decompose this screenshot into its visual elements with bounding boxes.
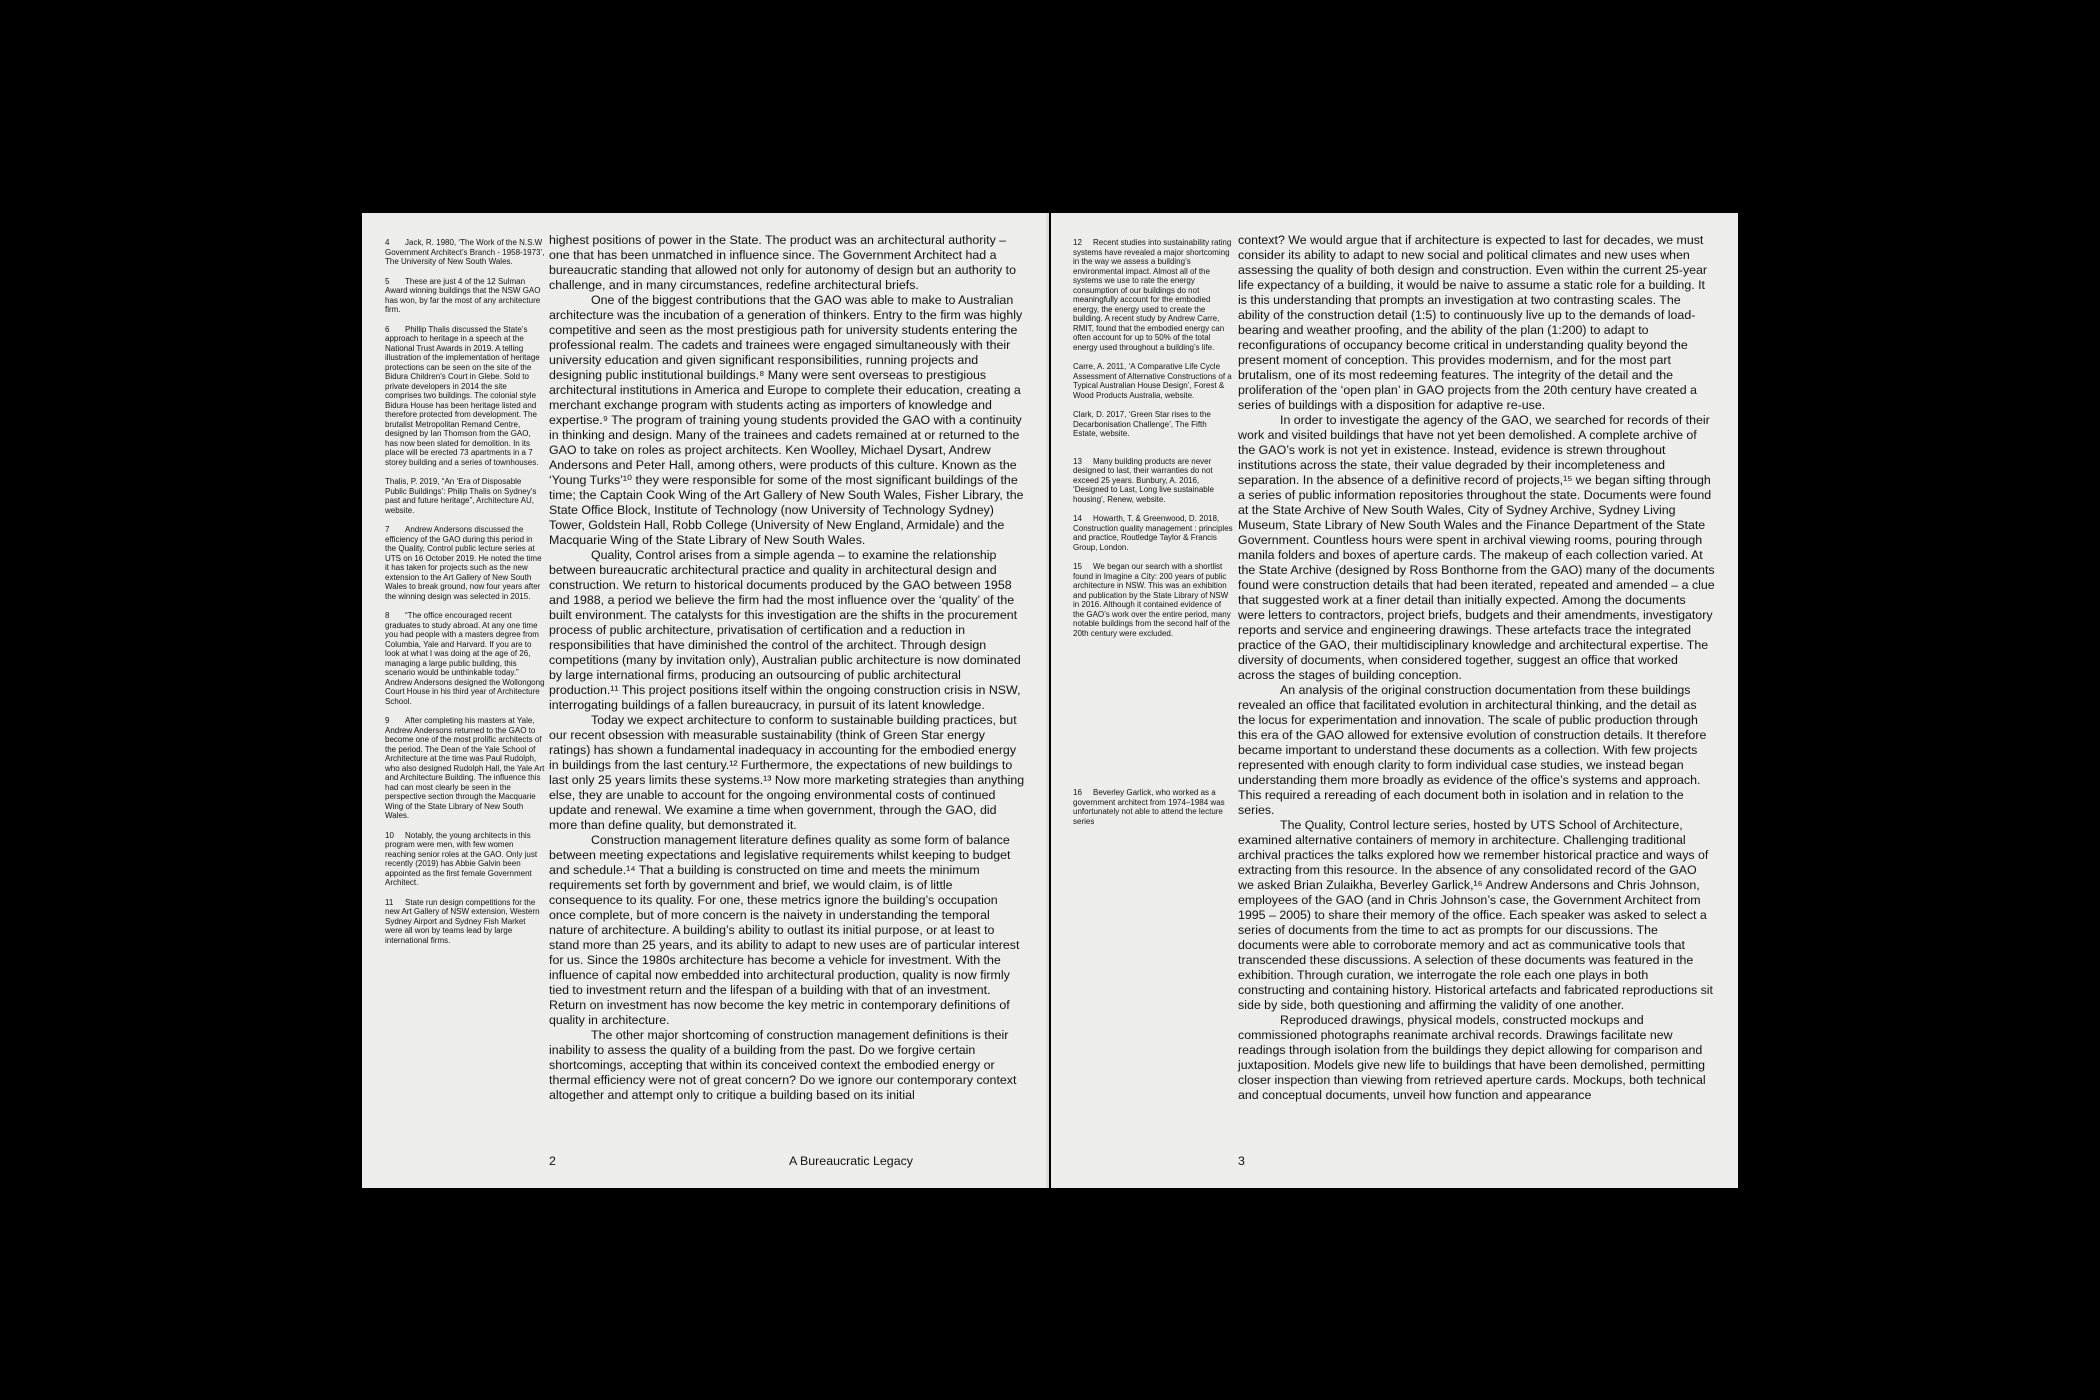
footnote-12: 12 Recent studies into sustainability rating systems have revealed a major shortcoming in the way we assess a building’s environmental impact. Almost all of the systems we use to rate the energy consumption of our buildings do not meaningfully account for the embodied energy, the energy used to create the building. A recent study by Andrew Carre, RMIT, found that the embodied energy can often account for up to 50% of the total energy used throughout a building’s life. [1073,238,1232,352]
left-body-text [549,233,1026,1103]
body-paragraph: Today we expect architecture to conform to sustainable building practices, but our recent obsession with measurable sustainability (think of Green Star energy ratings) has shown a fundamental inadequacy in accounting for the embodied energy in buildings from the last century.¹² Furthermore, the expectations of new buildings to last only 25 years limits these systems.¹³ Now more marketing strategies than anything else, they are unable to account for the ongoing environmental costs of continued update and renewal. We examine a time when government, through the GAO, did more than define quality, but demonstrated it. [549,713,1025,832]
running-title: A Bureaucratic Legacy [789,1154,913,1168]
body-paragraph: An analysis of the original construction documentation from these buildings revealed an office that facilitated evolution in architectural thinking, and the detail as the locus for experimentation and innovation. The scale of public production through this era of the GAO allowed for extensive evolution of construction details. It therefore became important to understand these documents as a collection. With few projects represented with enough clarity to form individual case studies, we instead began understanding them more broadly as evidence of the office’s systems and approach. This required a rereading of each document both in isolation and in relation to the series. [1238,683,1707,817]
body-paragraph: In order to investigate the agency of the GAO, we searched for records of their work and visited buildings that have not yet been demolished. A complete archive of the GAO’s work is not yet in existence. Instead, evidence is strewn throughout institutions across the state, their value degraded by their incompleteness and separation. In the absence of a definitive record of projects,¹⁵ we began sifting through a series of public information repositories throughout the state. Documents were found at the State Archive of New South Wales, City of Sydney Archive, Sydney Living Museum, State Library of New South Wales and the Finance Department of the State Government. Countless hours were spent in archival viewing rooms, pouring through manila folders and boxes of aperture cards. The makeup of each collection varied. At the State Archive (designed by Ross Bonthorne from the GAO) many of the documents found were construction details that had been iterated, repeated and amended – a clue that suggested work at a finer detail than initially expected. Among the documents were letters to contractors, project briefs, budgets and their amendments, investigatory reports and service and engineering drawings. These artefacts trace the integrated practice of the GAO, their multidisciplinary knowledge and architectural expertise. The diversity of documents, when considered together, suggest an office that worked across the stages of building conception. [1238,413,1715,682]
body-paragraph: highest positions of power in the State. The product was an architectural authority – one that has been unmatched in influence since. The Government Architect had a bureaucratic standing that allowed not only for autonomy of design but an authority to challenge, and in many circumstances, redefine architectural briefs. [549,233,1017,292]
page-number: 3 [1238,1154,1245,1168]
left-footnotes [385,238,545,955]
footnote-5: 5 These are just 4 of the 12 Sulman Award winning buildings that the NSW GAO has won, by far the most of any architecture firm. [385,276,541,314]
footnote-8: 8 “The office encouraged recent graduates to study abroad. At any one time you had people with a masters degree from Columbia, Yale and Harvard. If you are to look at what I was doing at the age of 26, managing a large public building, this scenario would be unthinkable today.” Andrew Andersons designed the Wollongong Court House in his third year of Architecture School. [385,611,545,706]
body-paragraph: context? We would argue that if architecture is expected to last for decades, we must consider its ability to adapt to new social and political climates and new uses when assessing the quality of both design and construction. Even within the current 25-year life expectancy of a building, it would be naive to assume a static role for a building. It is this understanding that prompts an investigation at two contrasting scales. The ability of the construction detail (1:5) to continuously live up to the demands of load-bearing and weather proofing, and the ability of the plan (1:200) to adapt to reconfigurations of occupancy become critical in understanding quality beyond the present moment of conception. This provides modernism, and for the most part brutalism, one of its most redeeming features. The integrity of the detail and the proliferation of the ‘open plan’ in GAO projects from the 20th century have created a series of buildings with a disposition for adaptive re-use. [1238,233,1708,412]
footnote-7: 7 Andrew Andersons discussed the efficiency of the GAO during this period in the Quality, Control public lecture series at UTS on 16 October 2019. He noted the time it has taken for projects such as the new extension to the Art Gallery of New South Wales to break ground, now four years after the winning design was selected in 2015. [385,525,542,601]
footnote-9: 9 After completing his masters at Yale, Andrew Andersons returned to the GAO to become one of the most prolific architects of the period. The Dean of the Yale School of Architecture at the time was Paul Rudolph, who also designed Rudolph Hall, the Yale Art and Architecture Building. The influence this had can most clearly be seen in the perspective section through the Macquarie Wing of the State Library of New South Wales. [385,716,545,820]
body-paragraph: The Quality, Control lecture series, hosted by UTS School of Architecture, examined alternative containers of memory in architecture. Challenging traditional archival practices the talks explored how we remember historical practice and ways of extracting from this resource. In the absence of any consolidated record of the GAO we asked Brian Zulaikha, Beverley Garlick,¹⁶ Andrew Andersons and Chris Johnson, employees of the GAO (and in Chris Johnson’s case, the Government Architect from 1995 – 2005) to share their memory of the office. Each speaker was asked to select a series of documents from the time to act as prompts for our discussions. The documents were able to corroborate memory and act as communicative tools that transcended these discussions. A selection of these documents was featured in the exhibition. Through curation, we interrogate the role each one plays in both constructing and containing history. Historical artefacts and fabricated reproductions sit side by side, both questioning and affirming the validity of one another. [1238,818,1713,1012]
right-body-text [1238,233,1715,1103]
body-paragraph: Reproduced drawings, physical models, constructed mockups and commissioned photographs reanimate archival records. Drawings facilitate new readings through isolation from the buildings they depict allowing for comparison and juxtaposition. Models give new life to buildings that have been demolished, permitting closer inspection than viewing from retrieved aperture cards. Mockups, both technical and conceptual documents, unveil how function and appearance [1238,1013,1706,1102]
footnote-16: 16 Beverley Garlick, who worked as a government architect from 1974–1984 was unfortunately not able to attend the lecture series [1073,788,1225,826]
footnote-12-reference: Clark, D. 2017, ‘Green Star rises to the Decarbonisation Challenge’, The Fifth Estate, website. [1073,410,1211,438]
footnote-6: 6 Phillip Thalis discussed the State’s approach to heritage in a speech at the National Trust Awards in 2019. A telling illustration of the implementation of heritage protections can be seen on the site of the Bidura Children’s Court in Glebe. Sold to private developers in 2014 the site comprises two buildings. The colonial style Bidura House has been heritage listed and therefore protected from development. The brutalist Metropolitan Remand Centre, designed by Ian Thomson from the GAO, has now been slated for demolition. In its place will be erected 73 apartments in a 7 storey building and a series of townhouses. [385,324,540,467]
footnote-12-reference: Carre, A. 2011, ‘A Comparative Life Cycle Assessment of Alternative Constructions of a Typical Australian House Design’, Forest & Wood Products Australia, website. [1073,362,1232,400]
footnote-10: 10 Notably, the young architects in this program were men, with few women reaching senior roles at the GAO. Only just recently (2019) has Abbie Galvin been appointed as the first female Government Architect. [385,830,538,887]
body-paragraph: One of the biggest contributions that the GAO was able to make to Australian architecture was the incubation of a generation of thinkers. Entry to the firm was highly competitive and seen as the most prestigious path for university students entering the professional realm. The cadets and trainees were engaged simultaneously with their university education and given significant responsibilities, running projects and designing public institutional buildings.⁸ Many were sent overseas to prestigious architectural institutions in America and Europe to complete their education, creating a merchant exchange program with students acting as importers of knowledge and expertise.⁹ The program of training young students provided the GAO with a continuity in thinking and design. Many of the trainees and cadets remained at or returned to the GAO to take on roles as project architects. Ken Woolley, Michael Dysart, Andrew Andersons and Peter Hall, among others, were products of this culture. Known as the ‘Young Turks’¹⁰ they were responsible for some of the most significant buildings of the time; the Captain Cook Wing of the Art Gallery of New South Wales, Fisher Library, the State Office Block, Institute of Technology (now University of Technology Sydney) Tower, Goldstein Hall, Robb College (University of New England, Armidale) and the Macquarie Wing of the State Library of New South Wales. [549,293,1024,547]
body-paragraph: Quality, Control arises from a simple agenda – to examine the relationship between bureaucratic architectural practice and quality in architectural design and construction. We return to historical documents produced by the GAO between 1958 and 1988, a period we believe the firm had the most influence over the ‘quality’ of the built environment. The catalysts for this investigation are the shifts in the procurement process of public architecture, privatisation of certification and a reduction in responsibilities that have diminished the control of the architect. Through design competitions (many by invitation only), Australian public architecture is now dominated by large international firms, producing an outsourcing of public architectural production.¹¹ This project positions itself within the ongoing construction crisis in NSW, interrogating buildings of a fallen bureaucracy, in pursuit of its latent knowledge. [549,548,1021,712]
right-footnotes [1073,238,1233,836]
footnote-11: 11 State run design competitions for the new Art Gallery of NSW extension, Western Sydney Airport and Sydney Fish Market were all won by teams lead by large international firms. [385,897,540,945]
footnote-14: 14 Howarth, T. & Greenwood, D. 2018, Construction quality management : principles and practice, Routledge Taylor & Francis Group, London. [1073,514,1233,552]
footnote-4: 4 Jack, R. 1980, ‘The Work of the N.S.W Government Architect’s Branch - 1958-1973’, The University of New South Wales. [385,238,545,266]
body-paragraph: The other major shortcoming of construction management definitions is their inability to assess the quality of a building from the past. Do we forgive certain shortcomings, accepting that within its conceived context the embodied energy or thermal efficiency were not of great concern? Do we ignore our contemporary context altogether and attempt only to critique a building based on its initial [549,1028,1017,1102]
footnote-6-reference: Thalis, P. 2019, “An ‘Era of Disposable Public Buildings’: Philip Thalis on Sydney’s past and future heritage”, Architecture AU, website. [385,477,537,515]
footnote-13: 13 Many building products are never designed to last, their warranties do not exceed 25 years. Bunbury, A. 2016, ‘Designed to Last, Long live sustainable housing’, Renew, website. [1073,456,1214,504]
left-page [362,213,1049,1188]
page-number: 2 [549,1154,556,1168]
right-page [1051,213,1738,1188]
footnote-15: 15 We began our search with a shortlist found in Imagine a City: 200 years of public architecture in NSW. This was an exhibition and publication by the State Library of NSW in 2016. Although it contained evidence of the GAO’s work over the entire period, many notable buildings from the second half of the 20th century were excluded. [1073,562,1231,638]
body-paragraph: Construction management literature defines quality as some form of balance between meeting expectations and legislative requirements whilst keeping to budget and schedule.¹⁴ That a building is constructed on time and meets the minimum requirements set forth by government and brief, we would claim, is of little consequence to its quality. For one, these metrics ignore the building’s occupation once complete, but of more concern is the naivety in understanding the temporal nature of architecture. A building’s ability to outlast its initial purpose, or at least to stand more than 25 years, and its ability to adapt to new uses are of particular interest for us. Since the 1980s architecture has become a vehicle for investment. With the influence of capital now embedded into architectural production, quality is now firmly tied to investment return and the lifespan of a building with that of an investment. Return on investment has now become the key metric in contemporary definitions of quality in architecture. [549,833,1020,1027]
